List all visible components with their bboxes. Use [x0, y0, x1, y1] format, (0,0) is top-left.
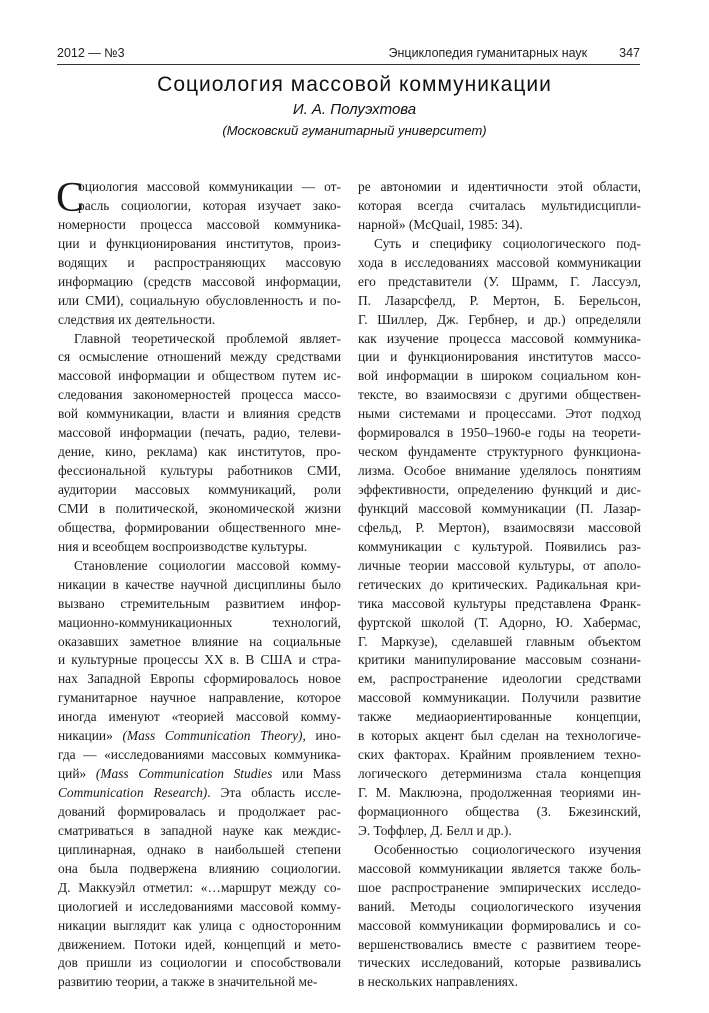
text-line: развитию теории, а также в значительной ме-: [58, 974, 318, 990]
text-line: коммуникации с культурой. Появились раз-: [358, 538, 641, 554]
text-line: СМИ в политической, экономической жизни: [58, 500, 341, 516]
text-line: ческом фундаменте структурного функциона-: [358, 444, 641, 460]
text-line: ций» (Mass Communication Studies или Mass: [58, 766, 341, 782]
text-line: ем, распространение идеологии средствами: [358, 671, 641, 687]
article-author: И. А. Полуэхтова: [292, 101, 417, 118]
text-line: ции и функционирования институтов массо-: [358, 349, 641, 365]
text-line: логического детерминизма стала концепция: [358, 766, 641, 782]
text-line: никации выглядит как улица с односторонним: [58, 917, 341, 933]
text-line: массовой информации и обществом путем ис-: [58, 368, 341, 384]
text-line: вызвано стремительным развитием инфор-: [58, 595, 341, 611]
text-line: движением. Потоки идей, концепций и мето-: [58, 936, 341, 952]
drop-cap: С: [56, 175, 85, 221]
text-line: оциология массовой коммуникации — от-: [78, 179, 341, 194]
text-line: эффективности, определению функций и дис-: [358, 482, 641, 497]
text-line: никации» (Mass Communication Theory), ино-: [58, 728, 341, 744]
text-line: циплинарная, однако в наибольшей степени: [58, 841, 341, 857]
right-column: [358, 178, 641, 992]
text-line: ре автономии и идентичности этой области,: [358, 179, 641, 194]
text-line: дований формировалась и продолжает рас-: [58, 803, 341, 819]
text-line: шое распространение эмпирических исследо-: [358, 879, 641, 895]
text-line: гетических до критических. Радикальная кри-: [358, 576, 641, 592]
text-line: никации в качестве научной дисциплины было: [58, 576, 341, 592]
journal-info: [389, 46, 640, 60]
text-line: фессиональной культуры работников СМИ,: [58, 463, 341, 479]
text-line: оказавших заметное влияние на социальные: [58, 633, 341, 649]
text-line: и культурные процессы ХХ в. В США и стра-: [58, 652, 341, 668]
text-line: ся осмысление отношений между средствами: [58, 349, 341, 365]
text-line: информацию (средств массовой информации,: [58, 273, 341, 289]
text-line: Главной теоретической проблемой являет-: [74, 330, 341, 346]
text-line: вершенствовались вместе с развитием теоре-: [358, 936, 641, 952]
text-line: хода в исследованиях массовой коммуникации: [358, 254, 641, 270]
text-line: Д. Маккуэйл отметил: «…маршрут между со-: [58, 879, 341, 895]
text-line: иногда именуют «теорией массовой комму-: [58, 709, 341, 725]
text-line: следствия их деятельности.: [58, 311, 216, 327]
text-line: формационного общества (З. Бжезинский,: [358, 803, 641, 819]
text-line: массовой коммуникации. Получили развитие: [358, 690, 641, 706]
text-line: личные теории массовой культуры, от аполо-: [358, 557, 641, 573]
text-line: Становление социологии массовой комму-: [74, 557, 341, 573]
text-line: также медиаориентированные концепции,: [358, 709, 641, 725]
text-line: нарной» (McQuail, 1985: 34).: [358, 216, 523, 232]
text-line: расль социологии, которая изучает зако-: [78, 197, 341, 213]
journal-name: Энциклопедия гуманитарных наук: [388, 46, 588, 60]
text-line: мационно-коммуникационных технологий,: [58, 614, 341, 630]
text-line: формировался в 1950–1960-е годы на теорети-: [358, 425, 641, 441]
text-line: гуманитарное научное направление, которое: [58, 690, 341, 706]
article-title: Социология массовой коммуникации: [157, 73, 552, 96]
text-line: ния и всеобщем воспроизводстве культуры.: [58, 538, 308, 554]
text-line: Communication Research). Эта область иссле-: [58, 785, 342, 800]
text-line: массовой информации (печать, радио, телеви-: [58, 425, 341, 441]
text-line: ции и функционирования институтов, произ-: [58, 235, 341, 251]
text-line: Особенностью социологического изучения: [374, 841, 641, 857]
text-line: нах Западной Европы сформировалось новое: [58, 671, 341, 687]
text-line: Г. Шиллер, Дж. Гербнер, и др.) определяли: [358, 311, 641, 327]
text-line: массовой коммуникации является также боль-: [358, 860, 641, 876]
text-line: массовой коммуникации формировались и со-: [358, 917, 641, 933]
text-line: вой коммуникации, власти и влияния средств: [58, 406, 341, 422]
text-line: которая всегда считалась мультидисципли-: [358, 197, 641, 213]
text-line: тических исследований, которые развивались: [358, 955, 641, 971]
text-line: П. Лазарсфелд, Р. Мертон, Б. Берельсон,: [358, 292, 641, 308]
text-line: критики манипулирование массовым сознани-: [358, 652, 641, 668]
text-line: лизма. Особое внимание уделялось понятиям: [358, 463, 641, 479]
text-line: дов пришли из социологии и способствовали: [58, 955, 341, 971]
text-line: следования закономерностей процесса массо-: [58, 387, 341, 403]
text-line: фуртской школой (Т. Адорно, Ю. Хабермас,: [358, 614, 641, 630]
text-line: Э. Тоффлер, Д. Белл и др.).: [358, 822, 512, 838]
text-line: дение, кино, реклама) как институтов, про-: [58, 444, 341, 460]
text-line: Г. Маркузе), сделавшей главным объектом: [358, 633, 641, 649]
text-line: она была подвержена влиянию социологии.: [58, 860, 341, 876]
text-line: вой информации в широком социальном кон-: [358, 368, 641, 384]
text-line: номерности процесса массовой коммуника-: [58, 216, 341, 232]
issue-label: 2012 — №3: [57, 46, 125, 60]
text-line: сфельд, Р. Мертон), взаимосвязи массовой: [358, 519, 641, 535]
text-line: тика массовой культуры представлена Франк-: [358, 595, 641, 611]
text-line: сматриваться в западной науке как междис-: [58, 822, 341, 838]
text-line: ваний. Методы социологического изучения: [358, 898, 641, 914]
text-line: ских факторах. Крайним проявлением техно-: [358, 747, 641, 763]
text-line: функций массовой коммуникации (П. Лазар-: [358, 500, 641, 516]
text-line: Суть и специфику социологического под-: [374, 235, 641, 251]
text-line: ными системами и процессами. Этот подход: [358, 406, 641, 422]
text-line: аудитории массовых коммуникаций, роли: [58, 482, 341, 497]
left-column: [56, 175, 342, 992]
text-line: Г. М. Маклюэна, продолженная теориями ин-: [358, 785, 641, 800]
text-line: в нескольких направлениях.: [358, 974, 518, 990]
text-line: водящих и распространяющих массовую: [58, 254, 341, 270]
text-line: в которых акцент был сделан на технологиче-: [358, 728, 641, 744]
text-line: как изучение процесса массовой коммуника-: [358, 330, 641, 346]
text-line: или СМИ), социальную обусловленность и по-: [58, 292, 341, 308]
text-line: гда — «исследованиями массовых коммуника-: [58, 747, 341, 763]
text-line: циологией и исследованиями массовой комму-: [58, 898, 341, 914]
text-line: общества, формировании общественного мне-: [58, 519, 341, 535]
text-line: его представители (У. Шрамм, Г. Лассуэл,: [358, 273, 641, 289]
running-header: [57, 44, 640, 65]
author-affiliation: (Московский гуманитарный университет): [222, 123, 487, 138]
page-number: 347: [619, 46, 640, 60]
text-line: тексте, во взаимосвязи с другими обществен-: [358, 387, 641, 403]
